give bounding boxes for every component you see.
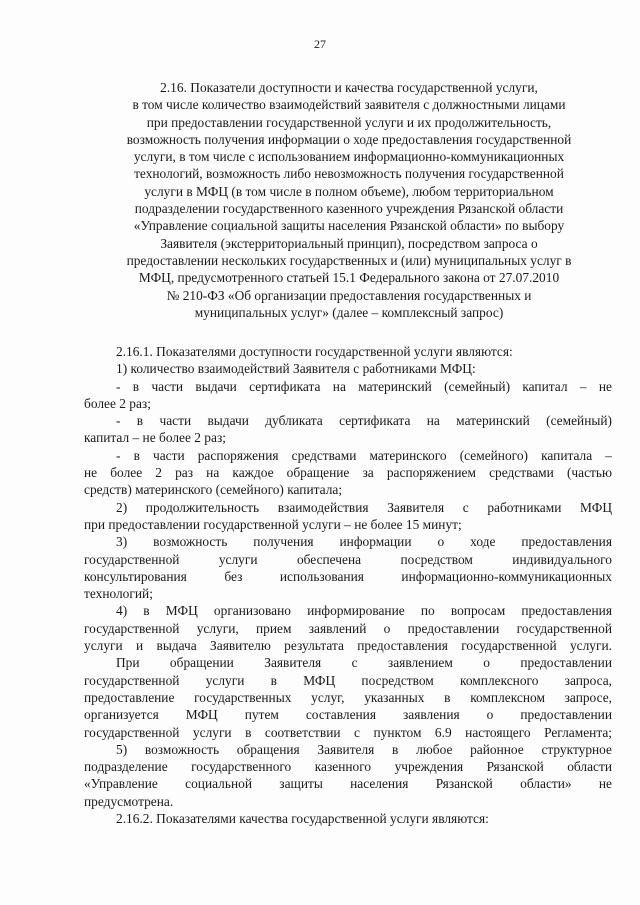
paragraph-line: государственной услуги обеспечена посредством индивидуального	[84, 551, 612, 567]
paragraph-line: организуется МФЦ путем составления заявления о предоставлении	[84, 707, 612, 723]
paragraph-line: услуги и выдача Заявителю результата предоставления государственной услуги.	[84, 638, 612, 654]
paragraph-p-item-1	[84, 360, 612, 377]
heading-line: подразделении государственного казенного учреждения Рязанской области	[134, 201, 564, 217]
paragraph-line: предусмотрена.	[84, 793, 174, 809]
paragraph-p-item-3	[84, 533, 612, 602]
heading-line: 2.16. Показатели доступности и качества государственной услуги,	[160, 80, 538, 95]
paragraph-p-item-5	[84, 741, 612, 810]
paragraph-line: государственной услуги в соответствии с пунктом 6.9 настоящего Регламента;	[84, 724, 612, 740]
paragraph-p-item-1-b	[84, 412, 612, 447]
heading-line: в том числе количество взаимодействий заявителя с должностными лицами	[132, 97, 566, 113]
paragraph-line: «Управление социальной защиты населения Рязанской области» не	[84, 776, 612, 792]
paragraph-p-item-4	[84, 602, 612, 654]
paragraph-line: государственной услуги, прием заявлений о предоставлении государственной	[84, 620, 612, 636]
paragraph-line: средств) материнского (семейного) капитала;	[84, 482, 343, 498]
paragraph-line: - в части выдачи дубликата сертификата на материнский (семейный)	[116, 413, 612, 429]
paragraph-line: государственной услуги в МФЦ посредством комплексного запроса,	[84, 672, 612, 688]
heading-line: МФЦ, предусмотренного статьей 15.1 Федерального закона от 27.07.2010	[138, 270, 560, 286]
heading-line: муниципальных услуг» (далее – комплексный запрос)	[194, 304, 504, 320]
page-number: 27	[314, 37, 326, 51]
paragraph-p-item-1-a	[84, 378, 612, 413]
paragraph-p-complex	[84, 654, 612, 740]
paragraph-line: 2) продолжительность взаимодействия Заявителя с работниками МФЦ	[116, 499, 612, 515]
paragraph-line: более 2 раз;	[84, 395, 151, 411]
paragraph-p-item-1-c	[84, 447, 612, 499]
paragraph-line: консультирования без использования информационно-коммуникационных	[84, 568, 612, 584]
paragraph-line: при предоставлении государственной услуги – не более 15 минут;	[84, 516, 462, 532]
paragraph-line: При обращении Заявителя с заявлением о предоставлении	[116, 655, 612, 671]
paragraph-p-2-16-1	[84, 343, 612, 360]
heading-line: Заявителя (экстерриториальный принцип), посредством запроса о	[160, 235, 538, 251]
section-heading	[84, 79, 614, 321]
heading-line: № 210-ФЗ «Об организации предоставления государственных и	[166, 287, 532, 303]
paragraph-line: подразделение государственного казенного учреждения Рязанской области	[84, 759, 612, 775]
heading-line: «Управление социальной защиты населения Рязанской области» по выбору	[133, 218, 565, 234]
paragraph-line: - в части распоряжения средствами материнского (семейного) капитала –	[116, 447, 612, 463]
heading-line: при предоставлении государственной услуги и их продолжительность,	[146, 114, 552, 130]
paragraph-line: - в части выдачи сертификата на материнский (семейный) капитал – не	[116, 378, 612, 394]
paragraph-line: не более 2 раз на каждое обращение за распоряжением средствами (частью	[84, 465, 612, 481]
paragraph-line: капитал – не более 2 раз;	[84, 430, 226, 446]
heading-line: предоставлении нескольких государственных и (или) муниципальных услуг в	[126, 252, 572, 268]
paragraph-line: 3) возможность получения информации о ходе предоставления	[116, 534, 612, 550]
paragraph-line: технологий;	[84, 586, 153, 602]
paragraph-line: 1) количество взаимодействий Заявителя с работниками МФЦ:	[116, 361, 476, 377]
paragraph-line: предоставление государственных услуг, указанных в комплексном запросе,	[84, 689, 612, 705]
paragraph-line: 2.16.1. Показателями доступности государственной услуги являются:	[116, 344, 513, 359]
paragraph-p-item-2	[84, 499, 612, 534]
heading-line: услуги в МФЦ (в том числе в полном объеме), любом территориальном	[144, 183, 554, 199]
heading-line: услуги, в том числе с использованием информационно-коммуникационных	[133, 149, 565, 165]
paragraph-line: 2.16.2. Показателями качества государственной услуги являются:	[116, 811, 489, 827]
paragraph-line: 5) возможность обращения Заявителя в любое районное структурное	[116, 741, 612, 757]
document-body	[84, 343, 612, 827]
paragraph-p-2-16-2	[84, 810, 612, 827]
heading-line: возможность получения информации о ходе предоставления государственной	[126, 131, 572, 147]
heading-line: технологий, возможность либо невозможность получения государственной	[134, 166, 564, 182]
paragraph-line: 4) в МФЦ организовано информирование по вопросам предоставления	[116, 603, 612, 619]
